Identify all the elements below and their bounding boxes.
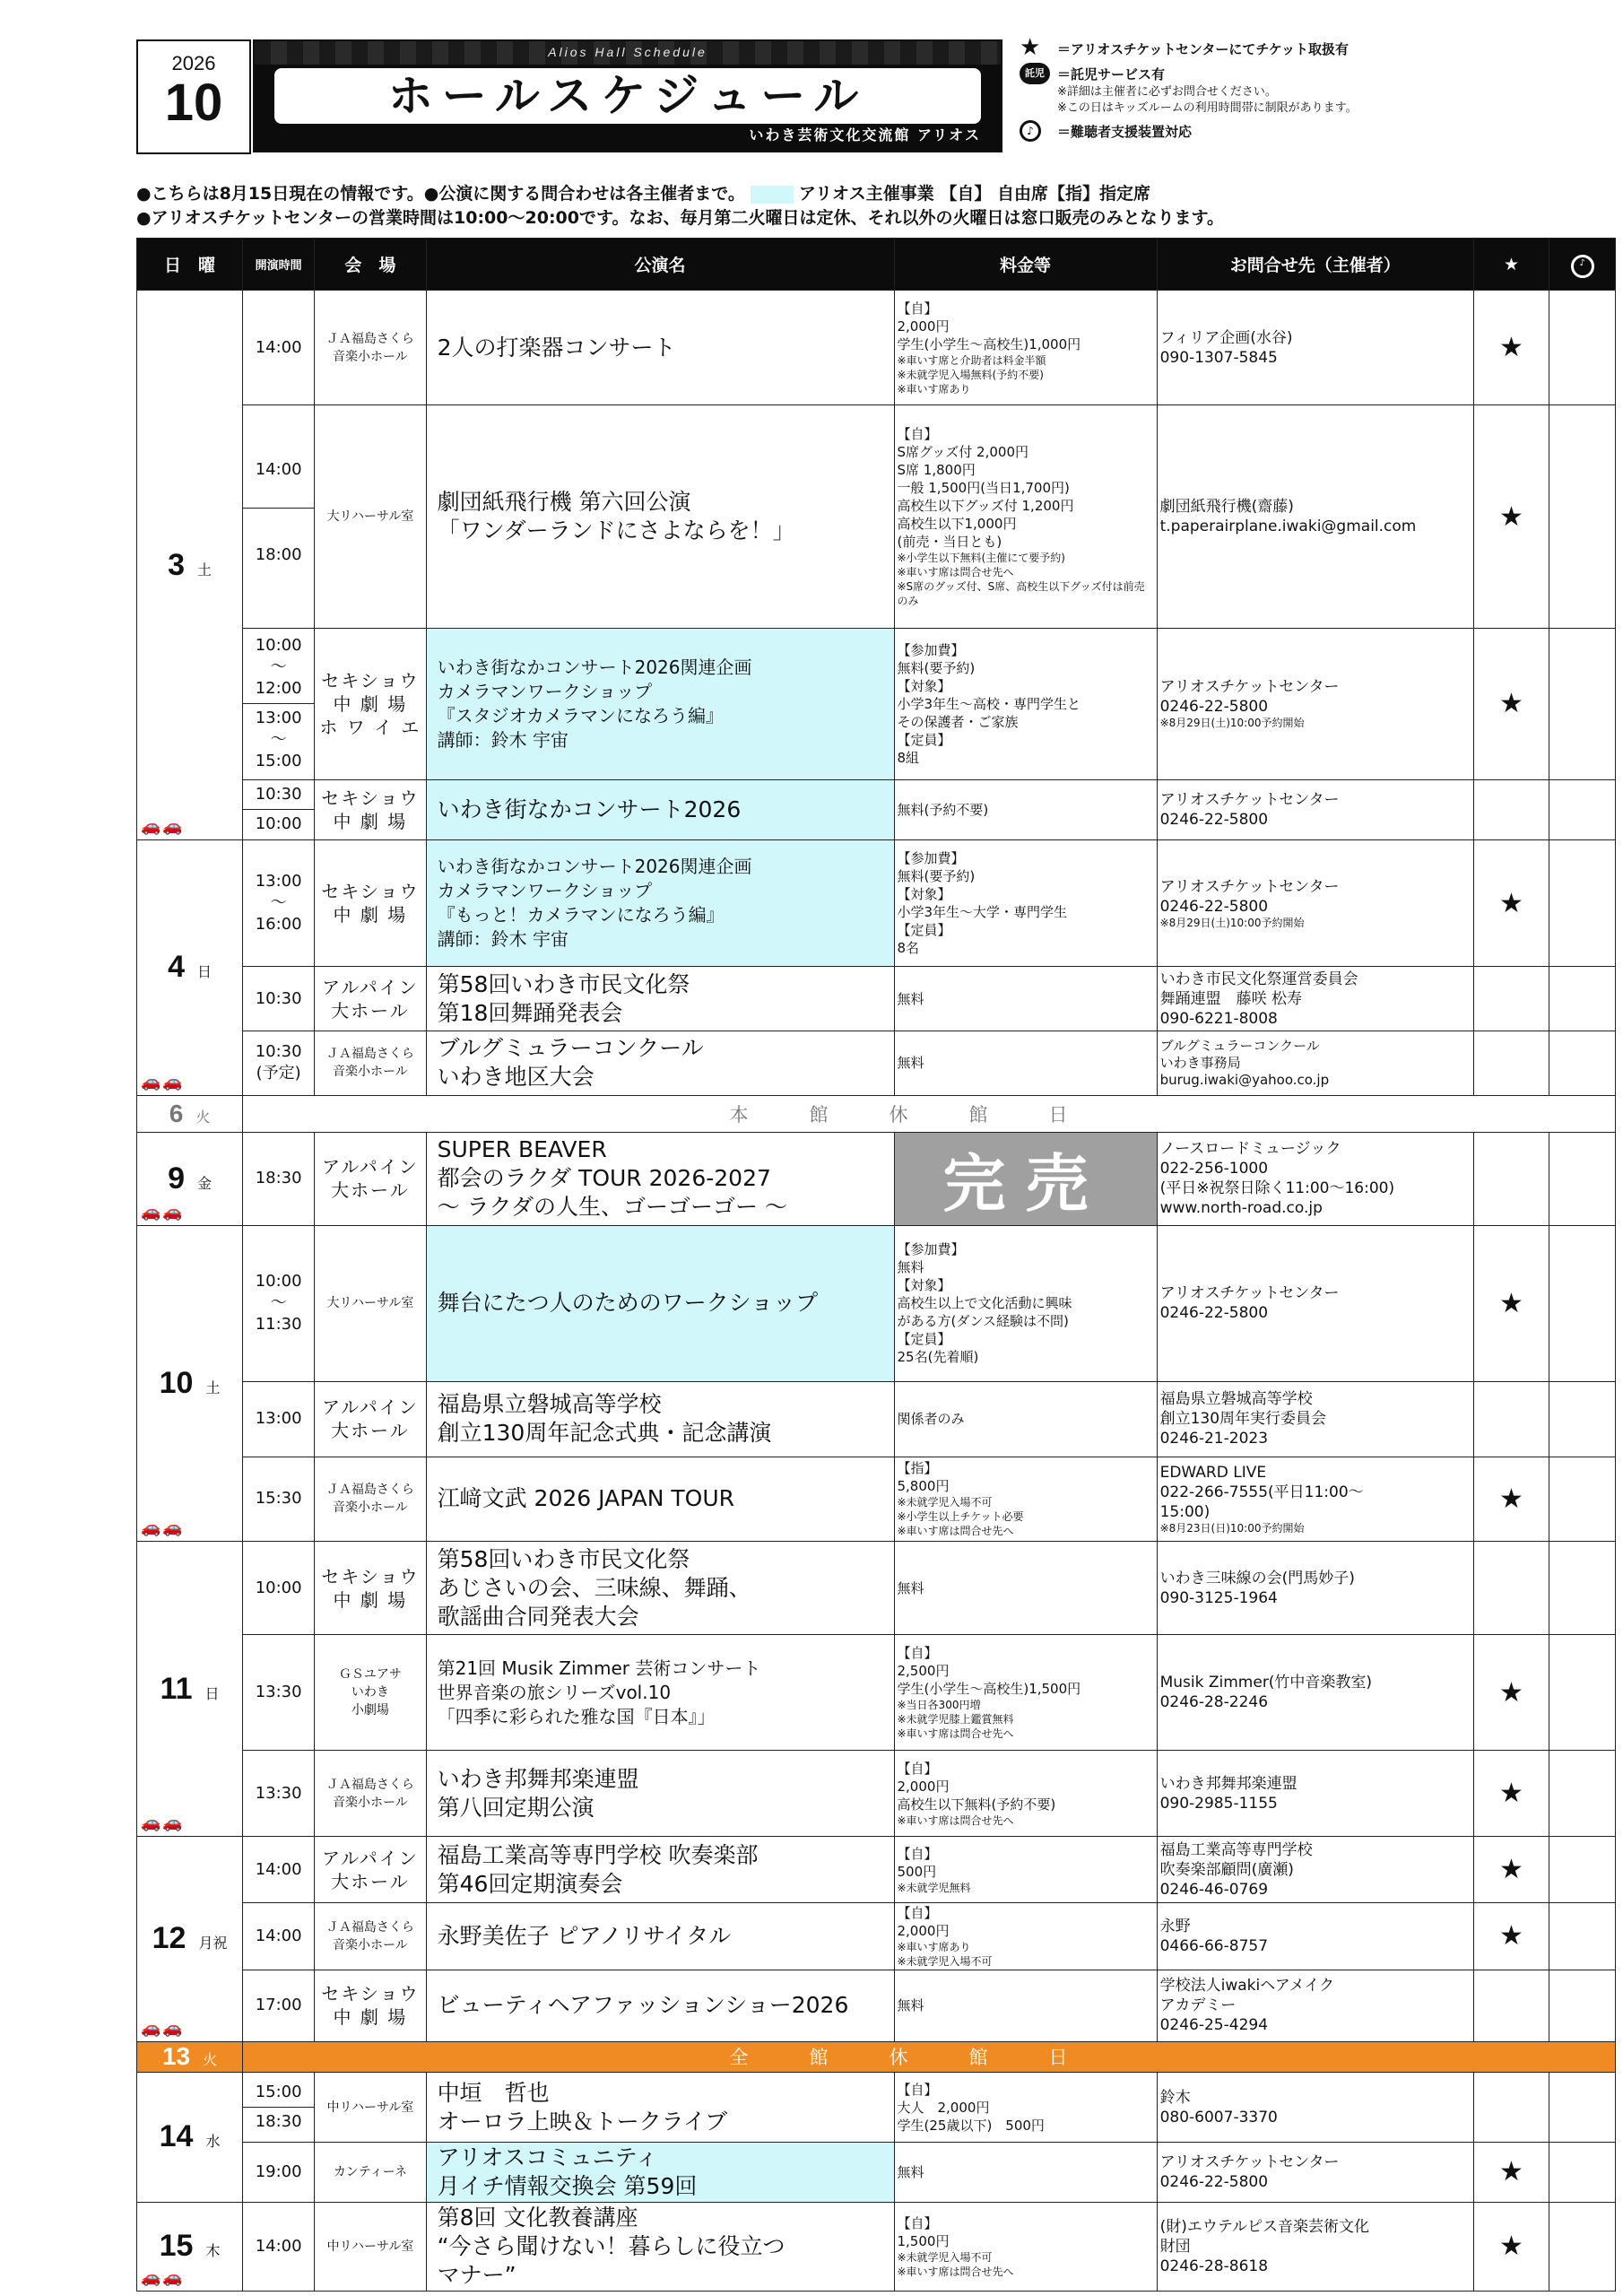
schedule-table xyxy=(136,238,1616,2292)
table-row: 11 日 🚗🚗 10:00 セキショウ 中 劇 場 第58回いわき市民文化祭 あじさいの会、三味線、舞踊、 歌謡曲合同発表大会 無料 いわき三味線の会(門馬妙子) 090-3125-1964 xyxy=(137,1541,1616,1634)
event-title: 中垣 哲也 オーロラ上映＆トークライブ xyxy=(426,2073,894,2143)
event-title: 2人の打楽器コンサート xyxy=(426,291,894,405)
event-title: 福島工業高等専門学校 吹奏楽部 第46回定期演奏会 xyxy=(426,1837,894,1903)
event-title: アリオスコミュニティ 月イチ情報交換会 第59回 xyxy=(426,2143,894,2203)
star-icon: ★ xyxy=(1473,1225,1549,1381)
star-icon: ★ xyxy=(1473,1457,1549,1541)
logo-venue: いわき芸術文化交流館 アリオス xyxy=(749,126,981,144)
table-row: 10 土 🚗🚗 10:00 ～ 11:30 大リハーサル室 舞台にたつ人のためのワークショップ 【参加費】 無料 【対象】 高校生以上で文化活動に興味 がある方(ダンス経験は不問) 【定員】 25名(先着順) アリオスチケットセンター 0246-22-5800 ★ xyxy=(137,1225,1616,1381)
table-row: 14:00 18:00 大リハーサル室 劇団紙飛行機 第六回公演 「ワンダーランドにさよならを！」 【自】 S席グッズ付 2,000円 S席 1,800円 一般 1,500円(当日1,700円) 高校生以下グッズ付 1,200円 高校生以下1,000円 (前売・当日とも) ※小学生以下無料(主催にて要予約) ※車いす席は問合せ先へ ※S席のグッズ付、S席、高校生以下グッズ付は前売のみ 劇団紙飛行機(齋藤) t.paperairplane.iwaki@gmail.com ★ xyxy=(137,405,1616,629)
event-title: 第58回いわき市民文化祭 第18回舞踊発表会 xyxy=(426,967,894,1031)
table-row: 15:30 ＪＡ福島さくら 音楽小ホール 江﨑文武 2026 JAPAN TOUR 【指】 5,800円 ※未就学児入場不可 ※小学生以上チケット必要 ※車いす席は問合せ先へ EDWARD LIVE 022-266-7555(平日11:00～ 15:00) ※8月23日(日)10:00予約開始 ★ xyxy=(137,1457,1616,1541)
car-icon: 🚗🚗 xyxy=(141,1518,185,1537)
event-title: 第21回 Musik Zimmer 芸術コンサート 世界音楽の旅シリーズvol.10 「四季に彩られた雅な国『日本』」 xyxy=(426,1635,894,1751)
event-title: 江﨑文武 2026 JAPAN TOUR xyxy=(426,1457,894,1541)
event-title: ビューティヘアファッションショー2026 xyxy=(426,1970,894,2041)
day-number: 11 xyxy=(160,1671,193,1706)
day-number: 3 xyxy=(168,547,185,582)
star-icon: ★ xyxy=(1473,628,1549,779)
table-row: 9 金 🚗🚗 18:30 アルパイン 大ホール SUPER BEAVER 都会のラクダ TOUR 2026-2027 ～ ラクダの人生、ゴーゴーゴー ～ 完売 ノースロードミュージック 022-256-1000 (平日※祝祭日除く11:00～16:00) www.north-road.co.jp xyxy=(137,1132,1616,1225)
event-title: いわき街なかコンサート2026 xyxy=(426,779,894,840)
event-title: 第58回いわき市民文化祭 あじさいの会、三味線、舞踊、 歌謡曲合同発表大会 xyxy=(426,1541,894,1634)
col-contact: お問合せ先（主催者） xyxy=(1157,239,1473,291)
star-icon: ★ xyxy=(1473,2143,1549,2203)
col-ticket: ★ xyxy=(1473,239,1549,291)
host-event-swatch xyxy=(751,186,794,204)
car-icon: 🚗🚗 xyxy=(141,817,185,837)
event-title: 劇団紙飛行機 第六回公演 「ワンダーランドにさよならを！」 xyxy=(426,405,894,629)
table-row: 10:00 ～ 12:00 13:00 ～ 15:00 セキショウ 中 劇 場 ホ ワ イ エ いわき街なかコンサート2026関連企画 カメラマンワークショップ 『スタジオカメラマンになろう編』 講師：鈴木 宇宙 【参加費】 無料(要予約) 【対象】 小学3年生～高校・専門学生と その保護者・ご家族 【定員】 8組 アリオスチケットセンター 0246-22-5800 ※8月29日(土)10:00予約開始 ★ xyxy=(137,628,1616,779)
event-title: 永野美佐子 ピアノリサイタル xyxy=(426,1903,894,1970)
star-icon: ★ xyxy=(1473,1903,1549,1970)
day-number: 9 xyxy=(168,1161,185,1196)
event-title: いわき街なかコンサート2026関連企画 カメラマンワークショップ 『スタジオカメラマンになろう編』 講師：鈴木 宇宙 xyxy=(426,628,894,779)
closed-day-row: 6 火 本館休館日 xyxy=(137,1095,1616,1132)
col-title: 公演名 xyxy=(426,239,894,291)
table-row: 13:30 ＪＡ福島さくら 音楽小ホール いわき邦舞邦楽連盟 第八回定期公演 【自】 2,000円 高校生以下無料(予約不要) ※車いす席は問合せ先へ いわき邦舞邦楽連盟 090-2985-1155 ★ xyxy=(137,1751,1616,1837)
table-row: 4 日 🚗🚗 13:00 ～ 16:00 セキショウ 中 劇 場 いわき街なかコンサート2026関連企画 カメラマンワークショップ 『もっと！カメラマンになろう編』 講師：鈴木 宇宙 【参加費】 無料(要予約) 【対象】 小学3年生～大学・専門学生 【定員】 8名 アリオスチケットセンター 0246-22-5800 ※8月29日(土)10:00予約開始 ★ xyxy=(137,840,1616,967)
table-row: 10:30 (予定) ＪＡ福島さくら 音楽小ホール ブルグミュラーコンクール いわき地区大会 無料 ブルグミュラーコンクール いわき事務局 burug.iwaki@yahoo.co.jp xyxy=(137,1031,1616,1096)
logo-title: ホールスケジュール xyxy=(387,70,868,122)
table-row: 13:00 アルパイン 大ホール 福島県立磐城高等学校 創立130周年記念式典・記念講演 関係者のみ 福島県立磐城高等学校 創立130周年実行委員会 0246-21-2023 xyxy=(137,1381,1616,1457)
star-icon: ★ xyxy=(1473,405,1549,629)
star-icon: ★ xyxy=(1473,840,1549,967)
star-icon: ★ xyxy=(1473,1751,1549,1837)
table-row: 19:00 カンティーネ アリオスコミュニティ 月イチ情報交換会 第59回 無料 アリオスチケットセンター 0246-22-5800 ★ xyxy=(137,2143,1616,2203)
table-row: 13:30 ＧＳユアサ いわき 小劇場 第21回 Musik Zimmer 芸術コンサート 世界音楽の旅シリーズvol.10 「四季に彩られた雅な国『日本』」 【自】 2,500円 学生(小学生～高校生)1,500円 ※当日各300円増 ※未就学児膝上鑑賞無料 ※車いす席は問合せ先へ Musik Zimmer(竹中音楽教室) 0246-28-2246 ★ xyxy=(137,1635,1616,1751)
col-fee: 料金等 xyxy=(894,239,1157,291)
sold-out-badge: 完売 xyxy=(894,1132,1157,1225)
issue-year: 2026 xyxy=(171,52,216,74)
event-title: いわき邦舞邦楽連盟 第八回定期公演 xyxy=(426,1751,894,1837)
day-number: 15 xyxy=(159,2229,194,2264)
col-day: 日 曜 xyxy=(137,239,243,291)
star-icon: ★ xyxy=(1473,291,1549,405)
table-row: 10:30 10:00 セキショウ 中 劇 場 いわき街なかコンサート2026 無料(予約不要) アリオスチケットセンター 0246-22-5800 xyxy=(137,779,1616,840)
hall-schedule-logo xyxy=(253,39,1002,152)
info-line-2: ●アリオスチケットセンターの営業時間は10:00～20:00です。なお、毎月第二火曜日は定休、それ以外の火曜日は窓口販売のみとなります。 xyxy=(136,208,1224,228)
table-row: 14:00 ＪＡ福島さくら 音楽小ホール 永野美佐子 ピアノリサイタル 【自】 2,000円 ※車いす席あり ※未就学児入場不可 永野 0466-66-8757 ★ xyxy=(137,1903,1616,1970)
table-row: 14 水 15:00 18:30 中リハーサル室 中垣 哲也 オーロラ上映＆トークライブ 【自】 大人 2,000円 学生(25歳以下) 500円 鈴木 080-6007-3370 xyxy=(137,2073,1616,2143)
col-hearing: ♪ xyxy=(1549,239,1616,291)
table-row: 15 木 🚗🚗 14:00 中リハーサル室 第8回 文化教養講座 “今さら聞けない！暮らしに役立つ マナー” 【自】 1,500円 ※未就学児入場不可 ※車いす席は問合せ先へ (財)エウテルピス音楽芸術文化 財団 0246-28-8618 ★ xyxy=(137,2202,1616,2291)
event-title: 舞台にたつ人のためのワークショップ xyxy=(426,1225,894,1381)
legend: ★ ＝アリオスチケットセンターにてチケット取扱有 託児 ＝託児サービス有 ※詳細は主催者に必ずお問合せください。 ※この日はキッズルームの利用時間帯に制限があります。 ♪ ＝難聴者支援装置対応 xyxy=(1020,34,1358,140)
event-title: 福島県立磐城高等学校 創立130周年記念式典・記念講演 xyxy=(426,1381,894,1457)
star-icon: ★ xyxy=(1473,1635,1549,1751)
day-number: 4 xyxy=(168,950,185,985)
col-venue: 会 場 xyxy=(315,239,426,291)
event-title: ブルグミュラーコンクール いわき地区大会 xyxy=(426,1031,894,1096)
star-icon: ★ xyxy=(1473,1837,1549,1903)
car-icon: 🚗🚗 xyxy=(141,2268,185,2287)
event-title: いわき街なかコンサート2026関連企画 カメラマンワークショップ 『もっと！カメラマンになろう編』 講師：鈴木 宇宙 xyxy=(426,840,894,967)
car-icon: 🚗🚗 xyxy=(141,1202,185,1222)
event-title: 第8回 文化教養講座 “今さら聞けない！暮らしに役立つ マナー” xyxy=(426,2202,894,2291)
info-line-1: ●こちらは8月15日現在の情報です。●公演に関する問合わせは各主催者まで。 アリオス主催事業 【自】 自由席【指】指定席 xyxy=(136,184,1151,204)
table-row: 10:30 アルパイン 大ホール 第58回いわき市民文化祭 第18回舞踊発表会 無料 いわき市民文化祭運営委員会 舞踊連盟 藤咲 松寿 090-6221-8008 xyxy=(137,967,1616,1031)
closed-day-row: 13 火 全館休館日 xyxy=(137,2041,1616,2073)
table-row: 17:00 セキショウ 中 劇 場 ビューティヘアファッションショー2026 無料 学校法人iwakiヘアメイク アカデミー 0246-25-4294 xyxy=(137,1970,1616,2041)
logo-subtitle: Alios Hall Schedule xyxy=(548,45,707,59)
day-number: 10 xyxy=(159,1365,194,1400)
car-icon: 🚗🚗 xyxy=(141,2018,185,2038)
table-row: 12 月祝 🚗🚗 14:00 アルパイン 大ホール 福島工業高等専門学校 吹奏楽部 第46回定期演奏会 【自】 500円 ※未就学児無料 福島工業高等専門学校 吹奏楽部顧問(廣瀬) 0246-46-0769 ★ xyxy=(137,1837,1616,1903)
hearing-loop-icon: ♪ xyxy=(1020,120,1041,142)
childcare-icon: 託児 xyxy=(1020,63,1050,84)
star-icon: ★ xyxy=(1473,2202,1549,2291)
car-icon: 🚗🚗 xyxy=(141,1813,185,1833)
event-title: SUPER BEAVER 都会のラクダ TOUR 2026-2027 ～ ラクダの人生、ゴーゴーゴー ～ xyxy=(426,1132,894,1225)
col-time: 開演時間 xyxy=(243,239,315,291)
issue-month: 10 xyxy=(164,74,223,132)
car-icon: 🚗🚗 xyxy=(141,1072,185,1091)
issue-date-box xyxy=(136,39,251,154)
star-icon: ★ xyxy=(1020,34,1041,61)
table-row: 3 土 🚗🚗 14:00 ＪＡ福島さくら 音楽小ホール 2人の打楽器コンサート 【自】 2,000円 学生(小学生～高校生)1,000円 ※車いす席と介助者は料金半額 ※未就学児入場無料(予約不要) ※車いす席あり フィリア企画(水谷) 090-1307-5845 ★ xyxy=(137,291,1616,405)
day-number: 14 xyxy=(159,2119,194,2154)
day-number: 12 xyxy=(152,1921,187,1956)
